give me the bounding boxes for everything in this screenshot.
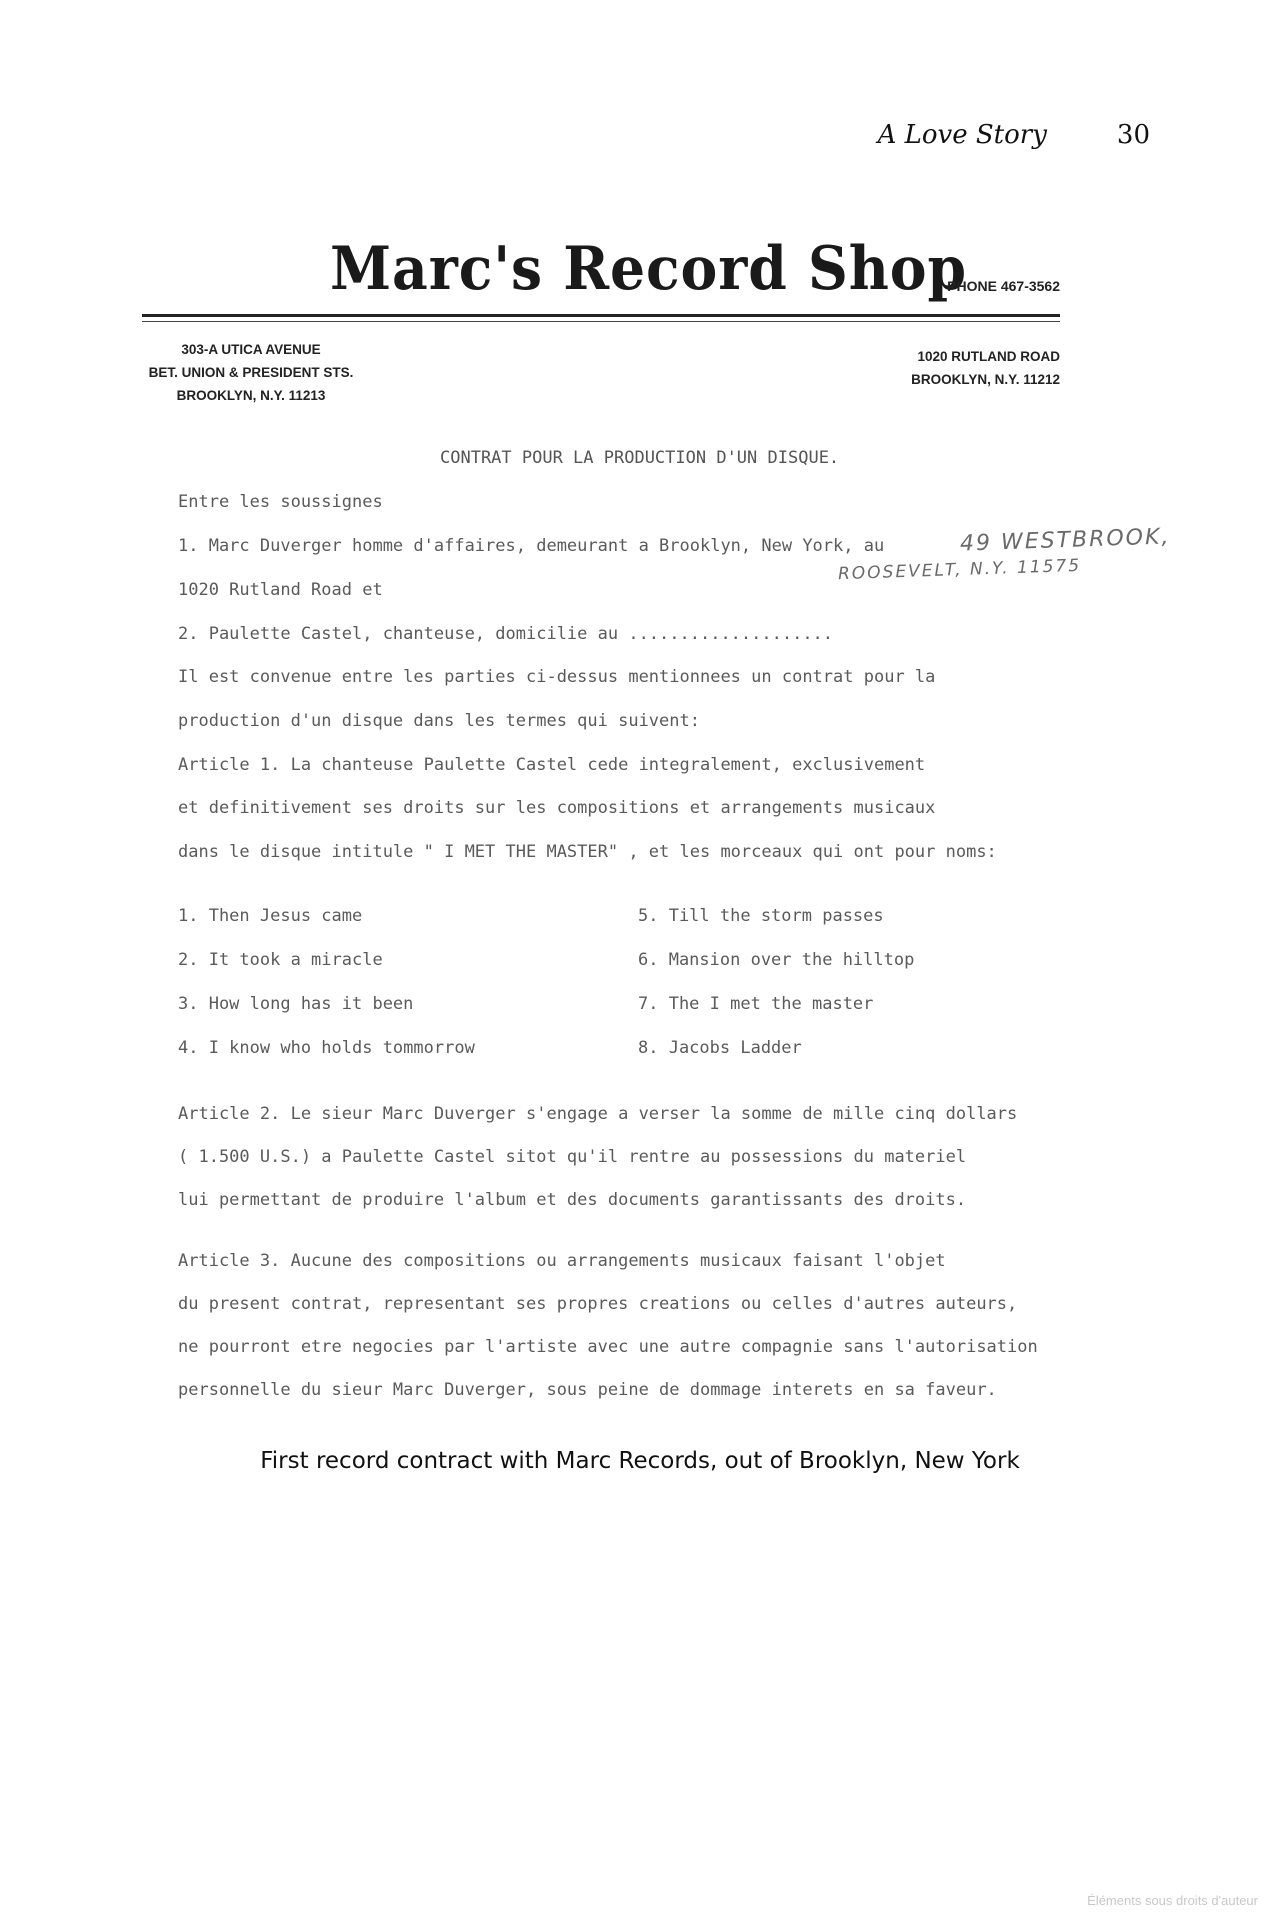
- song-item: 7. The I met the master: [638, 994, 874, 1014]
- figure-caption: First record contract with Marc Records, out of Brooklyn, New York: [260, 1448, 1020, 1474]
- article-3-line: personnelle du sieur Marc Duverger, sous peine de dommage interets en sa faveur.: [178, 1380, 997, 1400]
- letterhead-phone: PHONE 467-3562: [947, 278, 1060, 294]
- song-item: 3. How long has it been: [178, 994, 414, 1014]
- song-item: 5. Till the storm passes: [638, 906, 884, 926]
- article-2-line: Article 2. Le sieur Marc Duverger s'engage a verser la somme de mille cinq dollars: [178, 1104, 1018, 1124]
- song-item: 6. Mansion over the hilltop: [638, 950, 915, 970]
- song-item: 1. Then Jesus came: [178, 906, 363, 926]
- contract-line: 1. Marc Duverger homme d'affaires, demeurant a Brooklyn, New York, au: [178, 536, 885, 556]
- song-item: 4. I know who holds tommorrow: [178, 1038, 475, 1058]
- contract-line: et definitivement ses droits sur les compositions et arrangements musicaux: [178, 798, 936, 818]
- copyright-watermark: Éléments sous droits d'auteur: [1087, 1893, 1258, 1908]
- letterhead-shop-name: Marc's Record Shop: [330, 234, 968, 304]
- handwritten-address: ROOSEVELT, N.Y. 11575: [837, 555, 1082, 585]
- song-item: 2. It took a miracle: [178, 950, 383, 970]
- address-line: BROOKLYN, N.Y. 11212: [911, 372, 1060, 387]
- article-3-line: ne pourront etre negocies par l'artiste avec une autre compagnie sans l'autorisation: [178, 1337, 1038, 1357]
- article-3-line: du present contrat, representant ses propres creations ou celles d'autres auteurs,: [178, 1294, 1018, 1314]
- contract-line: Entre les soussignes: [178, 492, 383, 512]
- book-title: A Love Story: [877, 120, 1047, 150]
- running-header: [878, 120, 1150, 150]
- address-line: BET. UNION & PRESIDENT STS.: [148, 365, 354, 380]
- page-number: 30: [1116, 120, 1150, 150]
- contract-line: dans le disque intitule " I MET THE MASTER" , et les morceaux qui ont pour noms:: [178, 842, 997, 862]
- letterhead-rule: [142, 314, 1060, 317]
- contract-line: 1020 Rutland Road et: [178, 580, 383, 600]
- song-list: [178, 906, 1038, 1056]
- address-line: 1020 RUTLAND ROAD: [917, 349, 1060, 364]
- address-line: 303-A UTICA AVENUE: [181, 342, 321, 357]
- contract-line: production d'un disque dans les termes qui suivent:: [178, 711, 700, 731]
- article-2-line: lui permettant de produire l'album et des documents garantissants des droits.: [178, 1190, 967, 1210]
- contract-line: Il est convenue entre les parties ci-dessus mentionnees un contrat pour la: [178, 667, 936, 687]
- contract-line: 2. Paulette Castel, chanteuse, domicilie au ....................: [178, 624, 834, 644]
- contract-line: Article 1. La chanteuse Paulette Castel cede integralement, exclusivement: [178, 755, 926, 775]
- handwritten-address: 49 WESTBROOK,: [959, 524, 1171, 557]
- address-line: BROOKLYN, N.Y. 11213: [176, 388, 326, 403]
- article-2-line: ( 1.500 U.S.) a Paulette Castel sitot qu'il rentre au possessions du materiel: [178, 1147, 967, 1167]
- song-item: 8. Jacobs Ladder: [638, 1038, 802, 1058]
- letterhead-address-right: [911, 345, 1060, 391]
- contract-document-image: [140, 230, 1171, 1430]
- article-3-line: Article 3. Aucune des compositions ou arrangements musicaux faisant l'objet: [178, 1251, 946, 1271]
- contract-title: CONTRAT POUR LA PRODUCTION D'UN DISQUE.: [440, 448, 840, 468]
- letterhead-address-left: [146, 338, 356, 407]
- letterhead-rule-thin: [142, 321, 1060, 322]
